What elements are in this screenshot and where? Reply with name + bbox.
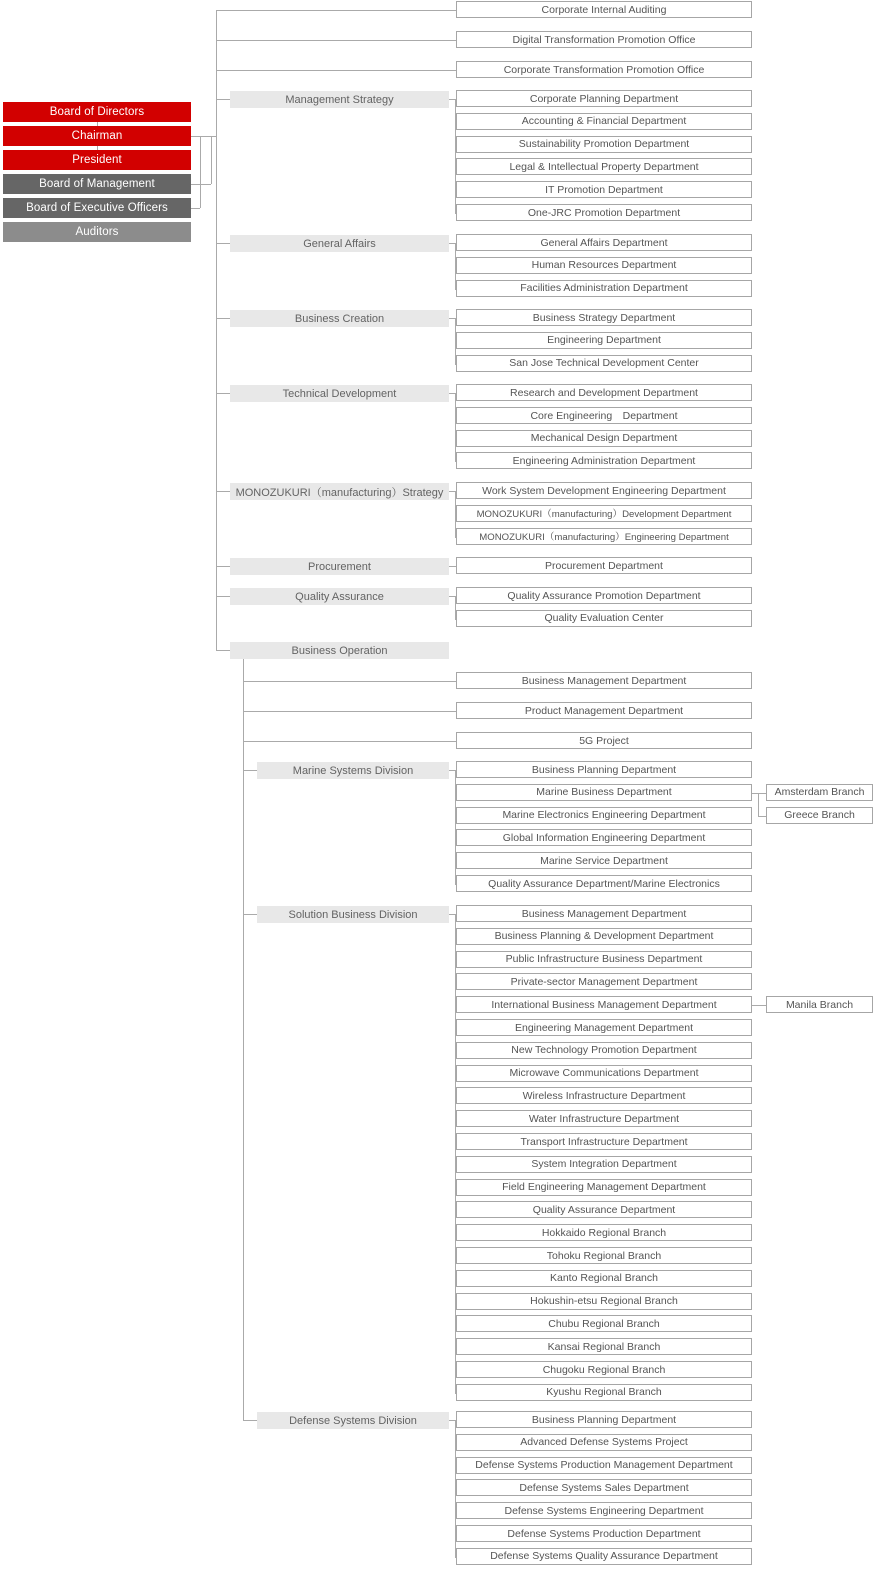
direct-unit-box[interactable]: Digital Transformation Promotion Office bbox=[456, 31, 752, 48]
department-box[interactable]: Advanced Defense Systems Project bbox=[456, 1434, 752, 1451]
connector-line bbox=[758, 793, 759, 816]
department-box[interactable]: Legal & Intellectual Property Department bbox=[456, 158, 752, 175]
department-box[interactable]: Procurement Department bbox=[456, 557, 752, 574]
department-box[interactable]: Wireless Infrastructure Department bbox=[456, 1087, 752, 1104]
branch-box[interactable]: Amsterdam Branch bbox=[766, 784, 873, 801]
connector-line bbox=[758, 1005, 766, 1006]
department-box[interactable]: General Affairs Department bbox=[456, 234, 752, 251]
connector-line bbox=[200, 136, 201, 208]
connector-line bbox=[758, 816, 766, 817]
connector-line bbox=[243, 770, 257, 771]
department-box[interactable]: Field Engineering Management Department bbox=[456, 1179, 752, 1196]
exec-box-4[interactable]: Board of Executive Officers bbox=[3, 198, 191, 218]
department-box[interactable]: Business Planning Department bbox=[456, 1411, 752, 1428]
connector-line bbox=[243, 681, 456, 682]
department-box[interactable]: Water Infrastructure Department bbox=[456, 1110, 752, 1127]
connector-line bbox=[216, 650, 230, 651]
department-box[interactable]: Tohoku Regional Branch bbox=[456, 1247, 752, 1264]
department-box[interactable]: Human Resources Department bbox=[456, 257, 752, 274]
department-box[interactable]: Work System Development Engineering Department bbox=[456, 482, 752, 499]
connector-line bbox=[243, 711, 456, 712]
department-box[interactable]: Engineering Management Department bbox=[456, 1019, 752, 1036]
division-label-2[interactable]: Defense Systems Division bbox=[257, 1412, 449, 1429]
branch-box[interactable]: Greece Branch bbox=[766, 807, 873, 824]
department-box[interactable]: IT Promotion Department bbox=[456, 181, 752, 198]
department-box[interactable]: MONOZUKURI（manufacturing）Engineering Department bbox=[456, 528, 752, 545]
group-label-2[interactable]: Business Creation bbox=[230, 310, 449, 327]
group-label-3[interactable]: Technical Development bbox=[230, 385, 449, 402]
business-operation-unit-box[interactable]: Business Management Department bbox=[456, 672, 752, 689]
connector-line bbox=[758, 793, 766, 794]
department-box[interactable]: Defense Systems Production Department bbox=[456, 1525, 752, 1542]
business-operation-label[interactable]: Business Operation bbox=[230, 642, 449, 659]
group-label-1[interactable]: General Affairs bbox=[230, 235, 449, 252]
department-box[interactable]: Chugoku Regional Branch bbox=[456, 1361, 752, 1378]
department-box[interactable]: Quality Assurance Department/Marine Electronics bbox=[456, 875, 752, 892]
direct-unit-box[interactable]: Corporate Transformation Promotion Office bbox=[456, 61, 752, 78]
department-box[interactable]: Defense Systems Quality Assurance Department bbox=[456, 1548, 752, 1565]
department-box[interactable]: One-JRC Promotion Department bbox=[456, 204, 752, 221]
business-operation-unit-box[interactable]: Product Management Department bbox=[456, 702, 752, 719]
department-box[interactable]: Microwave Communications Department bbox=[456, 1065, 752, 1082]
connector-line bbox=[191, 184, 211, 185]
connector-line bbox=[216, 318, 230, 319]
department-box[interactable]: Quality Assurance Promotion Department bbox=[456, 587, 752, 604]
connector-line bbox=[216, 596, 230, 597]
business-operation-unit-box[interactable]: 5G Project bbox=[456, 732, 752, 749]
department-box[interactable]: Defense Systems Sales Department bbox=[456, 1479, 752, 1496]
department-box[interactable]: Marine Business Department bbox=[456, 784, 752, 801]
department-box[interactable]: Public Infrastructure Business Department bbox=[456, 951, 752, 968]
group-label-4[interactable]: MONOZUKURI（manufacturing）Strategy bbox=[230, 483, 449, 500]
division-label-1[interactable]: Solution Business Division bbox=[257, 906, 449, 923]
department-box[interactable]: Business Planning & Development Department bbox=[456, 928, 752, 945]
department-box[interactable]: Business Management Department bbox=[456, 905, 752, 922]
exec-box-3[interactable]: Board of Management bbox=[3, 174, 191, 194]
department-box[interactable]: Facilities Administration Department bbox=[456, 280, 752, 297]
connector-line bbox=[216, 70, 456, 71]
department-box[interactable]: Business Planning Department bbox=[456, 761, 752, 778]
connector-line bbox=[243, 741, 456, 742]
connector-line bbox=[216, 243, 230, 244]
department-box[interactable]: Chubu Regional Branch bbox=[456, 1315, 752, 1332]
connector-line bbox=[243, 1420, 257, 1421]
connector-line bbox=[216, 566, 230, 567]
department-box[interactable]: Marine Electronics Engineering Department bbox=[456, 807, 752, 824]
department-box[interactable]: Mechanical Design Department bbox=[456, 430, 752, 447]
connector-line bbox=[455, 393, 456, 461]
department-box[interactable]: Sustainability Promotion Department bbox=[456, 136, 752, 153]
connector-line bbox=[191, 136, 216, 137]
connector-line bbox=[97, 146, 98, 150]
connector-line bbox=[211, 136, 212, 184]
department-box[interactable]: Research and Development Department bbox=[456, 384, 752, 401]
department-box[interactable]: MONOZUKURI（manufacturing）Development Department bbox=[456, 505, 752, 522]
connector-line bbox=[243, 659, 244, 1420]
department-box[interactable]: Defense Systems Engineering Department bbox=[456, 1502, 752, 1519]
exec-box-1[interactable]: Chairman bbox=[3, 126, 191, 146]
department-box[interactable]: System Integration Department bbox=[456, 1156, 752, 1173]
department-box[interactable]: Private-sector Management Department bbox=[456, 973, 752, 990]
connector-line bbox=[216, 40, 456, 41]
department-box[interactable]: Kyushu Regional Branch bbox=[456, 1384, 752, 1401]
department-box[interactable]: Quality Assurance Department bbox=[456, 1201, 752, 1218]
connector-line bbox=[191, 208, 200, 209]
direct-unit-box[interactable]: Corporate Internal Auditing bbox=[456, 1, 752, 18]
department-box[interactable]: Accounting & Financial Department bbox=[456, 113, 752, 130]
department-box[interactable]: Quality Evaluation Center bbox=[456, 610, 752, 627]
branch-box[interactable]: Manila Branch bbox=[766, 996, 873, 1013]
department-box[interactable]: Engineering Administration Department bbox=[456, 452, 752, 469]
department-box[interactable]: San Jose Technical Development Center bbox=[456, 355, 752, 372]
connector-line bbox=[97, 122, 98, 126]
connector-line bbox=[243, 914, 257, 915]
group-label-6[interactable]: Quality Assurance bbox=[230, 588, 449, 605]
connector-line bbox=[216, 491, 230, 492]
connector-line bbox=[216, 393, 230, 394]
department-box[interactable]: Marine Service Department bbox=[456, 852, 752, 869]
department-box[interactable]: Kanto Regional Branch bbox=[456, 1270, 752, 1287]
department-box[interactable]: Hokushin-etsu Regional Branch bbox=[456, 1293, 752, 1310]
department-box[interactable]: Core Engineering Department bbox=[456, 407, 752, 424]
department-box[interactable]: Business Strategy Department bbox=[456, 309, 752, 326]
department-box[interactable]: Corporate Planning Department bbox=[456, 90, 752, 107]
exec-box-2[interactable]: President bbox=[3, 150, 191, 170]
group-label-5[interactable]: Procurement bbox=[230, 558, 449, 575]
division-label-0[interactable]: Marine Systems Division bbox=[257, 762, 449, 779]
exec-box-5[interactable]: Auditors bbox=[3, 222, 191, 242]
department-box[interactable]: New Technology Promotion Department bbox=[456, 1042, 752, 1059]
department-box[interactable]: Transport Infrastructure Department bbox=[456, 1133, 752, 1150]
connector-line bbox=[216, 99, 230, 100]
department-box[interactable]: Hokkaido Regional Branch bbox=[456, 1224, 752, 1241]
connector-line bbox=[216, 10, 217, 650]
department-box[interactable]: Engineering Department bbox=[456, 332, 752, 349]
group-label-0[interactable]: Management Strategy bbox=[230, 91, 449, 108]
department-box[interactable]: Defense Systems Production Management Department bbox=[456, 1457, 752, 1474]
department-box[interactable]: International Business Management Department bbox=[456, 996, 752, 1013]
department-box[interactable]: Kansai Regional Branch bbox=[456, 1338, 752, 1355]
department-box[interactable]: Global Information Engineering Department bbox=[456, 829, 752, 846]
connector-line bbox=[216, 10, 456, 11]
exec-box-0[interactable]: Board of Directors bbox=[3, 102, 191, 122]
